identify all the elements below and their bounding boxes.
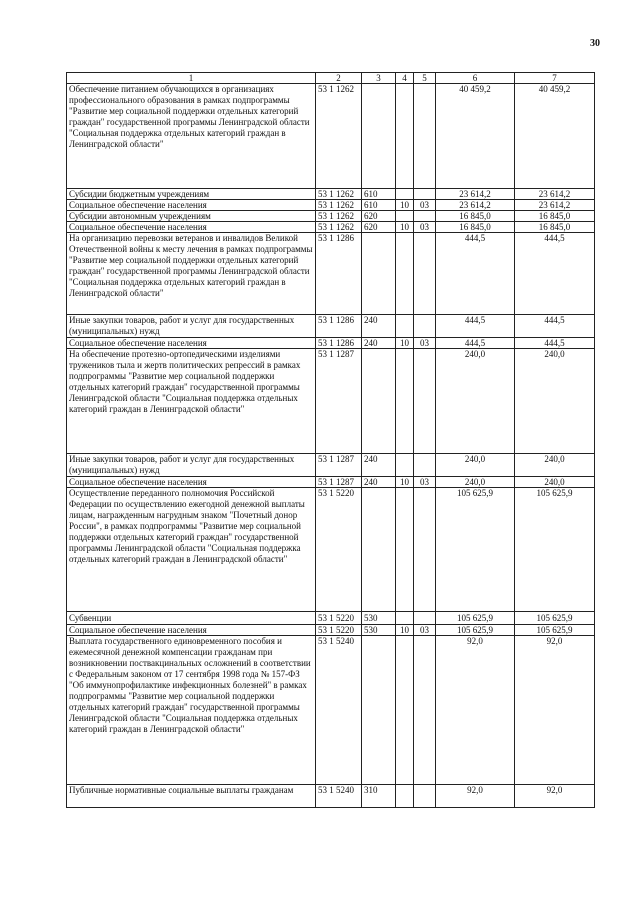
row-value-2: 240,0	[515, 454, 595, 477]
row-vr	[362, 636, 396, 785]
header-cell: 3	[362, 73, 396, 84]
table-row	[67, 785, 595, 808]
row-rz: 10	[396, 625, 414, 636]
header-cell: 1	[67, 73, 316, 84]
row-rz	[396, 612, 414, 625]
row-rz	[396, 454, 414, 477]
row-value-2: 23 614,2	[515, 200, 595, 211]
row-pr	[414, 636, 436, 785]
row-vr: 310	[362, 785, 396, 808]
row-value-1: 23 614,2	[436, 200, 515, 211]
row-code: 53 1 1287	[316, 454, 362, 477]
row-pr	[414, 315, 436, 338]
row-value-1: 240,0	[436, 349, 515, 454]
row-name: Субсидии автономным учреждениям	[67, 211, 316, 222]
page-number: 30	[590, 38, 600, 49]
row-value-1: 105 625,9	[436, 612, 515, 625]
row-vr: 530	[362, 625, 396, 636]
row-value-2: 92,0	[515, 636, 595, 785]
row-code: 53 1 5240	[316, 785, 362, 808]
row-value-2: 444,5	[515, 233, 595, 315]
row-value-2: 16 845,0	[515, 222, 595, 233]
row-pr	[414, 488, 436, 612]
row-value-2: 444,5	[515, 338, 595, 349]
row-rz: 10	[396, 338, 414, 349]
row-code: 53 1 1262	[316, 189, 362, 200]
row-value-2: 240,0	[515, 477, 595, 488]
row-value-2: 16 845,0	[515, 211, 595, 222]
row-pr	[414, 349, 436, 454]
row-vr: 240	[362, 315, 396, 338]
row-code: 53 1 1262	[316, 222, 362, 233]
table-row	[67, 200, 595, 211]
row-vr: 240	[362, 338, 396, 349]
row-rz	[396, 315, 414, 338]
row-code: 53 1 1262	[316, 211, 362, 222]
row-vr: 610	[362, 200, 396, 211]
row-name: Социальное обеспечение населения	[67, 338, 316, 349]
header-cell: 4	[396, 73, 414, 84]
row-value-2: 40 459,2	[515, 84, 595, 189]
row-value-1: 240,0	[436, 477, 515, 488]
table-row	[67, 477, 595, 488]
row-value-1: 444,5	[436, 338, 515, 349]
row-code: 53 1 1286	[316, 338, 362, 349]
row-pr	[414, 189, 436, 200]
row-value-1: 105 625,9	[436, 488, 515, 612]
row-code: 53 1 1287	[316, 349, 362, 454]
row-rz	[396, 84, 414, 189]
row-pr	[414, 785, 436, 808]
row-name: Социальное обеспечение населения	[67, 477, 316, 488]
row-value-2: 92,0	[515, 785, 595, 808]
row-value-2: 105 625,9	[515, 612, 595, 625]
row-value-2: 23 614,2	[515, 189, 595, 200]
row-vr: 240	[362, 477, 396, 488]
table-row	[67, 189, 595, 200]
table-row	[67, 625, 595, 636]
row-vr: 240	[362, 454, 396, 477]
table-row	[67, 233, 595, 315]
table-row	[67, 454, 595, 477]
row-vr: 610	[362, 189, 396, 200]
row-pr: 03	[414, 625, 436, 636]
row-value-1: 444,5	[436, 233, 515, 315]
table-row	[67, 636, 595, 785]
row-name: Социальное обеспечение населения	[67, 200, 316, 211]
header-cell: 6	[436, 73, 515, 84]
table-row	[67, 338, 595, 349]
row-value-1: 16 845,0	[436, 211, 515, 222]
row-name: Иные закупки товаров, работ и услуг для государственных (муниципальных) нужд	[67, 454, 316, 477]
row-rz	[396, 349, 414, 454]
row-rz: 10	[396, 222, 414, 233]
header-cell: 5	[414, 73, 436, 84]
row-rz	[396, 488, 414, 612]
row-rz	[396, 785, 414, 808]
row-value-1: 444,5	[436, 315, 515, 338]
row-code: 53 1 1262	[316, 84, 362, 189]
row-code: 53 1 1262	[316, 200, 362, 211]
row-code: 53 1 5220	[316, 488, 362, 612]
row-value-1: 16 845,0	[436, 222, 515, 233]
row-pr	[414, 84, 436, 189]
row-vr	[362, 233, 396, 315]
row-pr: 03	[414, 222, 436, 233]
row-code: 53 1 5220	[316, 612, 362, 625]
row-name: Иные закупки товаров, работ и услуг для государственных (муниципальных) нужд	[67, 315, 316, 338]
row-vr: 620	[362, 211, 396, 222]
row-name: Субвенции	[67, 612, 316, 625]
table-row	[67, 349, 595, 454]
row-pr: 03	[414, 338, 436, 349]
row-pr	[414, 233, 436, 315]
row-code: 53 1 5240	[316, 636, 362, 785]
row-code: 53 1 5220	[316, 625, 362, 636]
row-value-2: 444,5	[515, 315, 595, 338]
row-code: 53 1 1287	[316, 477, 362, 488]
row-value-2: 240,0	[515, 349, 595, 454]
row-value-1: 92,0	[436, 785, 515, 808]
row-vr: 530	[362, 612, 396, 625]
table-row	[67, 612, 595, 625]
row-rz	[396, 189, 414, 200]
row-rz	[396, 636, 414, 785]
row-value-1: 240,0	[436, 454, 515, 477]
table-row	[67, 211, 595, 222]
table-row	[67, 488, 595, 612]
table-header-row	[67, 73, 595, 84]
row-vr	[362, 488, 396, 612]
row-pr	[414, 612, 436, 625]
table-row	[67, 222, 595, 233]
row-vr	[362, 349, 396, 454]
row-name: Социальное обеспечение населения	[67, 222, 316, 233]
row-rz: 10	[396, 477, 414, 488]
row-code: 53 1 1286	[316, 315, 362, 338]
row-value-1: 105 625,9	[436, 625, 515, 636]
row-name: Осуществление переданного полномочия Российской Федерации по осуществлению ежегодной денежной выплаты лицам, награжденным нагрудным знаком "Почетный донор России", в рамках подпрограммы "Развитие мер социальной поддержки отдельных категорий граждан" государственной программы Ленинградской области "Социальная поддержка отдельных категорий граждан в Ленинградской области"	[67, 488, 316, 612]
row-pr: 03	[414, 200, 436, 211]
row-value-1: 23 614,2	[436, 189, 515, 200]
row-vr: 620	[362, 222, 396, 233]
row-name: Публичные нормативные социальные выплаты гражданам	[67, 785, 316, 808]
row-rz: 10	[396, 200, 414, 211]
row-pr	[414, 454, 436, 477]
header-cell: 7	[515, 73, 595, 84]
row-value-2: 105 625,9	[515, 625, 595, 636]
row-name: Субсидии бюджетным учреждениям	[67, 189, 316, 200]
row-name: На организацию перевозки ветеранов и инвалидов Великой Отечественной войны к месту лечения в рамках подпрограммы "Развитие мер социальной поддержки отдельных категорий граждан" государственной программы Ленинградской области "Социальная поддержка отдельных категорий граждан в Ленинградской области"	[67, 233, 316, 315]
row-value-1: 92,0	[436, 636, 515, 785]
row-rz	[396, 211, 414, 222]
row-name: Обеспечение питанием обучающихся в организациях профессионального образования в рамках подпрограммы "Развитие мер социальной поддержки отдельных категорий граждан" государственной программы Ленинградской области "Социальная поддержка отдельных категорий граждан в Ленинградской области"	[67, 84, 316, 189]
row-value-1: 40 459,2	[436, 84, 515, 189]
row-pr	[414, 211, 436, 222]
table-row	[67, 315, 595, 338]
table-row	[67, 84, 595, 189]
row-code: 53 1 1286	[316, 233, 362, 315]
budget-table	[66, 72, 595, 808]
row-value-2: 105 625,9	[515, 488, 595, 612]
row-name: Социальное обеспечение населения	[67, 625, 316, 636]
row-pr: 03	[414, 477, 436, 488]
header-cell: 2	[316, 73, 362, 84]
row-name: Выплата государственного единовременного пособия и ежемесячной денежной компенсации гражданам при возникновении поствакцинальных осложнений в соответствии с Федеральным законом от 17 сентября 1998 года № 157-ФЗ "Об иммунопрофилактике инфекционных болезней" в рамках подпрограммы "Развитие мер социальной поддержки отдельных категорий граждан" государственной программы Ленинградской области "Социальная поддержка отдельных категорий граждан в Ленинградской области"	[67, 636, 316, 785]
row-rz	[396, 233, 414, 315]
row-vr	[362, 84, 396, 189]
row-name: На обеспечение протезно-ортопедическими изделиями тружеников тыла и жертв политических репрессий в рамках подпрограммы "Развитие мер социальной поддержки отдельных категорий граждан" государственной программы Ленинградской области "Социальная поддержка отдельных категорий граждан в Ленинградской области"	[67, 349, 316, 454]
